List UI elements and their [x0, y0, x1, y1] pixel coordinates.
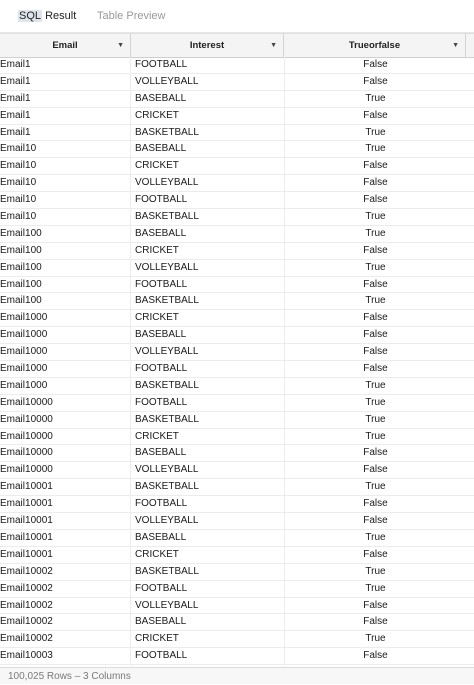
cell-email[interactable]: Email100: [0, 226, 131, 242]
cell-trueorfalse[interactable]: False: [284, 192, 466, 208]
cell-trueorfalse[interactable]: True: [284, 91, 466, 107]
cell-interest[interactable]: VOLLEYBALL: [135, 346, 199, 358]
cell-email[interactable]: Email1000: [0, 310, 131, 326]
cell-email[interactable]: Email10000: [0, 462, 131, 478]
cell-email[interactable]: [0, 665, 131, 666]
table-row[interactable]: [0, 547, 474, 564]
column-header-trueorfalse[interactable]: [284, 34, 466, 57]
cell-interest[interactable]: [135, 665, 284, 666]
cell-email[interactable]: Email10002: [0, 631, 131, 647]
cell-interest[interactable]: FOOTBALL: [135, 363, 188, 375]
table-row[interactable]: [0, 108, 474, 125]
cell-trueorfalse[interactable]: False: [284, 158, 466, 174]
cell-email[interactable]: Email10001: [0, 479, 131, 495]
table-row[interactable]: [0, 513, 474, 530]
cell-email[interactable]: Email100: [0, 260, 131, 276]
cell-trueorfalse[interactable]: False: [284, 445, 466, 461]
cell-interest[interactable]: BASKETBALL: [135, 565, 199, 577]
table-row[interactable]: [0, 158, 474, 175]
column-header-label: Email: [52, 40, 78, 51]
cell-interest[interactable]: VOLLEYBALL: [135, 177, 199, 189]
table-row[interactable]: [0, 395, 474, 412]
cell-trueorfalse[interactable]: True: [284, 581, 466, 597]
cell-email[interactable]: Email10001: [0, 513, 131, 529]
table-row[interactable]: [0, 581, 474, 598]
cell-trueorfalse[interactable]: True: [284, 209, 466, 225]
cell-interest[interactable]: BASEBALL: [135, 227, 187, 239]
table-row[interactable]: [0, 479, 474, 496]
cell-email[interactable]: Email10002: [0, 614, 131, 630]
table-row[interactable]: [0, 462, 474, 479]
cell-interest[interactable]: VOLLEYBALL: [135, 75, 199, 87]
table-row[interactable]: [0, 665, 474, 666]
cell-trueorfalse[interactable]: True: [284, 429, 466, 445]
cell-interest[interactable]: FOOTBALL: [135, 498, 188, 510]
tab-sql-result[interactable]: [18, 8, 76, 24]
table-row[interactable]: [0, 344, 474, 361]
cell-email[interactable]: Email10002: [0, 564, 131, 580]
column-header-label: Trueorfalse: [348, 40, 401, 51]
tab-table-preview[interactable]: Table Preview: [97, 10, 166, 22]
cell-email[interactable]: Email1: [0, 57, 131, 73]
cell-email[interactable]: Email1: [0, 91, 131, 107]
cell-trueorfalse[interactable]: True: [284, 479, 466, 495]
cell-trueorfalse[interactable]: False: [284, 513, 466, 529]
cell-interest[interactable]: CRICKET: [135, 633, 179, 645]
table-row[interactable]: [0, 192, 474, 209]
cell-trueorfalse[interactable]: False: [284, 344, 466, 360]
table-row[interactable]: [0, 614, 474, 631]
cell-email[interactable]: Email10002: [0, 581, 131, 597]
cell-interest[interactable]: FOOTBALL: [135, 194, 188, 206]
table-body: [0, 57, 474, 666]
table-row[interactable]: [0, 429, 474, 446]
cell-email[interactable]: Email100: [0, 277, 131, 293]
cell-interest[interactable]: BASKETBALL: [135, 126, 199, 138]
cell-interest[interactable]: FOOTBALL: [135, 59, 188, 70]
cell-trueorfalse[interactable]: True: [284, 226, 466, 242]
cell-interest[interactable]: BASKETBALL: [135, 295, 199, 307]
cell-interest[interactable]: CRICKET: [135, 312, 179, 324]
cell-email[interactable]: Email1: [0, 125, 131, 141]
table-header: [0, 33, 474, 58]
cell-interest[interactable]: BASEBALL: [135, 616, 187, 628]
cell-email[interactable]: Email10001: [0, 496, 131, 512]
table-row[interactable]: [0, 631, 474, 648]
cell-trueorfalse[interactable]: True: [284, 631, 466, 647]
cell-interest[interactable]: CRICKET: [135, 430, 179, 442]
cell-trueorfalse[interactable]: False: [284, 547, 466, 563]
table-row[interactable]: [0, 412, 474, 429]
cell-interest[interactable]: FOOTBALL: [135, 582, 188, 594]
cell-interest[interactable]: BASEBALL: [135, 531, 187, 543]
column-header-interest[interactable]: [131, 34, 284, 57]
cell-email[interactable]: Email10000: [0, 395, 131, 411]
cell-email[interactable]: Email1000: [0, 378, 131, 394]
cell-trueorfalse[interactable]: False: [284, 598, 466, 614]
cell-interest[interactable]: BASKETBALL: [135, 481, 199, 493]
cell-email[interactable]: Email1: [0, 74, 131, 90]
cell-trueorfalse[interactable]: False: [284, 57, 466, 73]
cell-trueorfalse[interactable]: True: [284, 530, 466, 546]
table-row[interactable]: [0, 260, 474, 277]
cell-interest[interactable]: CRICKET: [135, 548, 179, 560]
table-row[interactable]: [0, 243, 474, 260]
cell-email[interactable]: Email1000: [0, 327, 131, 343]
chevron-down-icon[interactable]: ▼: [452, 42, 459, 49]
cell-trueorfalse[interactable]: False: [284, 108, 466, 124]
cell-trueorfalse[interactable]: True: [284, 395, 466, 411]
table-row[interactable]: [0, 175, 474, 192]
cell-email[interactable]: Email10: [0, 192, 131, 208]
table-row[interactable]: [0, 125, 474, 142]
table-row[interactable]: [0, 141, 474, 158]
table-row[interactable]: [0, 327, 474, 344]
cell-trueorfalse[interactable]: True: [284, 564, 466, 580]
cell-email[interactable]: Email1000: [0, 361, 131, 377]
cell-interest[interactable]: VOLLEYBALL: [135, 515, 199, 527]
cell-interest[interactable]: FOOTBALL: [135, 278, 188, 290]
chevron-down-icon[interactable]: ▼: [117, 42, 124, 49]
cell-email[interactable]: Email10: [0, 158, 131, 174]
cell-email[interactable]: Email10001: [0, 530, 131, 546]
cell-trueorfalse[interactable]: False: [284, 74, 466, 90]
table-row[interactable]: [0, 564, 474, 581]
cell-interest[interactable]: BASEBALL: [135, 329, 187, 341]
column-header-email[interactable]: [0, 34, 131, 57]
cell-email[interactable]: Email100: [0, 293, 131, 309]
cell-trueorfalse[interactable]: False: [284, 327, 466, 343]
row-count-status: 100,025 Rows – 3 Columns: [0, 667, 474, 684]
tab-sql-rest: Result: [42, 10, 77, 22]
cell-interest[interactable]: BASEBALL: [135, 143, 187, 155]
table-row[interactable]: [0, 74, 474, 91]
cell-interest[interactable]: CRICKET: [135, 109, 179, 121]
cell-email[interactable]: Email10: [0, 141, 131, 157]
cell-trueorfalse[interactable]: False: [284, 648, 466, 664]
cell-trueorfalse[interactable]: True: [284, 378, 466, 394]
cell-interest[interactable]: CRICKET: [135, 160, 179, 172]
cell-email[interactable]: Email10000: [0, 429, 131, 445]
cell-email[interactable]: Email10002: [0, 598, 131, 614]
table-row[interactable]: [0, 648, 474, 665]
cell-interest[interactable]: FOOTBALL: [135, 650, 188, 662]
cell-email[interactable]: Email10: [0, 209, 131, 225]
table-row[interactable]: [0, 378, 474, 395]
cell-interest[interactable]: VOLLEYBALL: [135, 464, 199, 476]
cell-trueorfalse[interactable]: False: [284, 310, 466, 326]
result-tabs: [0, 0, 474, 33]
cell-email[interactable]: Email1: [0, 108, 131, 124]
table-row[interactable]: [0, 530, 474, 547]
cell-trueorfalse[interactable]: True: [284, 412, 466, 428]
cell-trueorfalse[interactable]: False: [284, 175, 466, 191]
cell-email[interactable]: Email10: [0, 175, 131, 191]
cell-trueorfalse[interactable]: False: [284, 462, 466, 478]
cell-trueorfalse[interactable]: False: [284, 277, 466, 293]
cell-email[interactable]: Email1000: [0, 344, 131, 360]
table-row[interactable]: [0, 209, 474, 226]
table-row[interactable]: [0, 226, 474, 243]
cell-trueorfalse[interactable]: False: [284, 614, 466, 630]
cell-trueorfalse[interactable]: True: [284, 141, 466, 157]
table-row[interactable]: [0, 91, 474, 108]
cell-trueorfalse[interactable]: False: [284, 361, 466, 377]
tab-sql-prefix: SQL: [19, 10, 42, 22]
cell-email[interactable]: Email10000: [0, 412, 131, 428]
cell-trueorfalse[interactable]: True: [284, 293, 466, 309]
cell-interest[interactable]: BASEBALL: [135, 92, 187, 104]
cell-interest[interactable]: BASEBALL: [135, 447, 187, 459]
chevron-down-icon[interactable]: ▼: [270, 42, 277, 49]
cell-interest[interactable]: VOLLEYBALL: [135, 261, 199, 273]
cell-email[interactable]: Email100: [0, 243, 131, 259]
table-row[interactable]: [0, 496, 474, 513]
table-row[interactable]: [0, 361, 474, 378]
cell-interest[interactable]: BASKETBALL: [135, 211, 199, 223]
table-row[interactable]: [0, 310, 474, 327]
cell-interest[interactable]: FOOTBALL: [135, 396, 188, 408]
cell-interest[interactable]: CRICKET: [135, 244, 179, 256]
cell-trueorfalse[interactable]: True: [284, 125, 466, 141]
cell-trueorfalse[interactable]: [284, 665, 466, 666]
cell-email[interactable]: Email10001: [0, 547, 131, 563]
cell-trueorfalse[interactable]: False: [284, 243, 466, 259]
cell-trueorfalse[interactable]: False: [284, 496, 466, 512]
cell-interest[interactable]: VOLLEYBALL: [135, 599, 199, 611]
cell-trueorfalse[interactable]: True: [284, 260, 466, 276]
column-header-label: Interest: [189, 40, 225, 51]
table-row[interactable]: [0, 57, 474, 74]
cell-interest[interactable]: BASKETBALL: [135, 413, 199, 425]
table-row[interactable]: [0, 445, 474, 462]
cell-email[interactable]: Email10000: [0, 445, 131, 461]
cell-interest[interactable]: BASKETBALL: [135, 379, 199, 391]
table-row[interactable]: [0, 277, 474, 294]
cell-email[interactable]: Email10003: [0, 648, 131, 664]
table-row[interactable]: [0, 598, 474, 615]
table-row[interactable]: [0, 293, 474, 310]
